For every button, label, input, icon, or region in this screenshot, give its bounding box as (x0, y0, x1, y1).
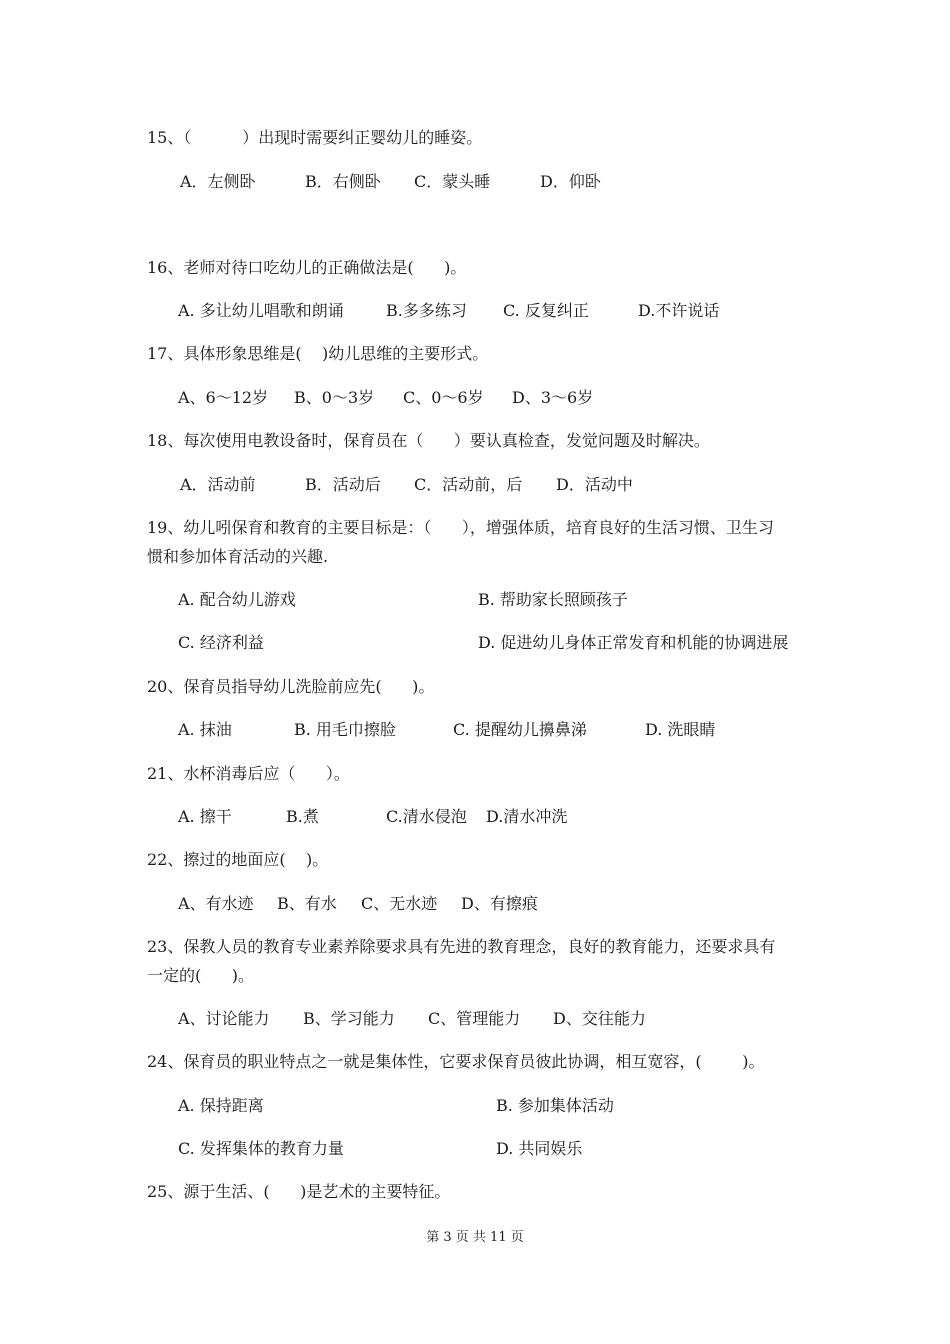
question-19-option-b: B. 帮助家长照顾孩子 (478, 590, 628, 609)
question-19-stem-line-1: 19、幼儿吲保育和教育的主要目标是：（ ），增强体质，培育良好的生活习惯、卫生习 (147, 518, 774, 537)
question-16-stem: 16、老师对待口吃幼儿的正确做法是( )。 (147, 258, 467, 277)
question-16-option-c: C. 反复纠正 (503, 301, 589, 320)
question-22-option-b: B、有水 (277, 894, 337, 913)
question-17-option-c: C、0～6岁 (403, 388, 484, 407)
question-22-option-c: C、无水迹 (361, 894, 438, 913)
question-18-option-a: A．活动前 (180, 475, 256, 494)
page-footer: 第 3 页 共 11 页 (426, 1230, 524, 1245)
question-18-option-d: D．活动中 (556, 475, 633, 494)
question-18-option-b: B．活动后 (305, 475, 381, 494)
question-24-option-b: B. 参加集体活动 (496, 1096, 614, 1115)
question-20-option-d: D. 洗眼睛 (645, 720, 716, 739)
question-19-option-d: D. 促进幼儿身体正常发育和机能的协调进展 (478, 633, 789, 652)
question-23-option-a: A、讨论能力 (178, 1009, 270, 1028)
question-24-option-a: A. 保持距离 (178, 1096, 264, 1115)
question-22-stem: 22、擦过的地面应( )。 (147, 850, 329, 869)
question-22-option-a: A、有水迹 (178, 894, 254, 913)
question-15-stem: 15、（ ）出现时需要纠正婴幼儿的睡姿。 (147, 128, 483, 147)
question-16-option-d: D.不许说话 (638, 301, 720, 320)
question-21-option-a: A. 擦干 (178, 807, 232, 826)
question-23-option-c: C、管理能力 (428, 1009, 521, 1028)
question-16-option-b: B.多多练习 (386, 301, 467, 320)
question-18-stem: 18、每次使用电教设备时，保育员在（ ）要认真检查，发觉问题及时解决。 (147, 431, 710, 450)
question-24-option-c: C. 发挥集体的教育力量 (178, 1139, 344, 1158)
question-20-stem: 20、保育员指导幼儿洗脸前应先( )。 (147, 677, 435, 696)
question-23-option-b: B、学习能力 (303, 1009, 395, 1028)
question-20-option-b: B. 用毛巾擦脸 (294, 720, 396, 739)
question-21-stem: 21、水杯消毒后应（ ）。 (147, 764, 350, 783)
question-22-option-d: D、有擦痕 (461, 894, 538, 913)
question-23-stem-line-1: 23、保教人员的教育专业素养除要求具有先进的教育理念，良好的教育能力，还要求具有 (147, 937, 776, 956)
question-19-stem-line-2: 惯和参加体育活动的兴趣. (147, 547, 329, 566)
question-23-stem-line-2: 一定的( )。 (147, 966, 255, 985)
question-24-stem: 24、保育员的职业特点之一就是集体性，它要求保育员彼此协调，相互宽容，( )。 (147, 1052, 765, 1071)
question-15-option-c: C．蒙头睡 (414, 172, 491, 191)
question-15-option-a: A．左侧卧 (180, 172, 256, 191)
question-24-option-d: D. 共同娱乐 (496, 1139, 583, 1158)
question-23-option-d: D、交往能力 (553, 1009, 646, 1028)
question-17-stem: 17、具体形象思维是( )幼儿思维的主要形式。 (147, 344, 489, 363)
question-21-option-b: B.煮 (286, 807, 319, 826)
question-17-option-d: D、3～6岁 (512, 388, 594, 407)
question-21-option-c: C.清水侵泡 (386, 807, 467, 826)
question-20-option-c: C. 提醒幼儿擤鼻涕 (453, 720, 587, 739)
question-16-option-a: A. 多让幼儿唱歌和朗诵 (178, 301, 344, 320)
question-15-option-d: D．仰卧 (540, 172, 601, 191)
question-19-option-a: A. 配合幼儿游戏 (178, 590, 296, 609)
question-15-option-b: B．右侧卧 (305, 172, 381, 191)
question-25-stem: 25、源于生活、( )是艺术的主要特征。 (147, 1182, 451, 1201)
question-21-option-d: D.清水冲洗 (486, 807, 568, 826)
question-20-option-a: A. 抹油 (178, 720, 232, 739)
question-17-option-b: B、0～3岁 (294, 388, 375, 407)
question-17-option-a: A、6～12岁 (178, 388, 269, 407)
question-19-option-c: C. 经济利益 (178, 633, 264, 652)
question-18-option-c: C．活动前，后 (414, 475, 523, 494)
